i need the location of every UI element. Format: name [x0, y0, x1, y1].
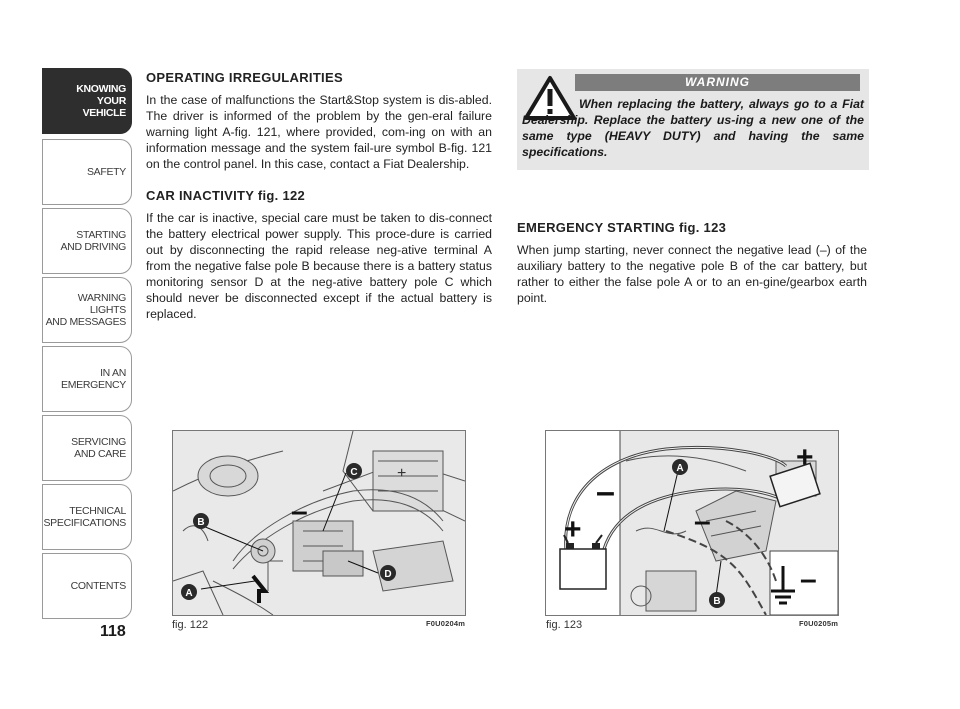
figure-123-jump-starting [545, 430, 839, 616]
minus-symbol-earth: – [800, 563, 817, 596]
section-body-operating-irregularities: In the case of malfunctions the Start&Stop system is dis-abled. The driver is informed of the problem by the gen-eral failure warning light A-fig. 121, where provided, com-ing on with an information message and the system fail-ure symbol B-fig. 121 on the control panel. In this case, contact a Fiat Dealership. [146, 93, 492, 171]
left-column [146, 70, 492, 332]
minus-symbol-top: – [596, 473, 615, 511]
tab-in-an-emergency[interactable]: IN AN EMERGENCY [42, 346, 132, 412]
svg-text:B: B [197, 517, 205, 528]
figure-122-code: F0U0204m [426, 619, 466, 628]
right-column [517, 220, 867, 316]
auxiliary-battery-icon [560, 543, 606, 589]
section-heading-car-inactivity: CAR INACTIVITY fig. 122 [146, 188, 306, 203]
tab-servicing-and-care[interactable]: SERVICING AND CARE [42, 415, 132, 481]
warning-title: WARNING [575, 74, 860, 91]
battery-terminal-illustration [173, 431, 465, 615]
tab-contents[interactable]: CONTENTS [42, 553, 132, 619]
figure-123-caption: fig. 123 [546, 619, 583, 631]
section-heading-emergency-starting: EMERGENCY STARTING fig. 123 [517, 220, 727, 235]
figure-122-battery-terminals [172, 430, 466, 616]
minus-symbol: – [291, 495, 308, 528]
figure-122-caption: fig. 122 [172, 619, 209, 631]
warning-box [517, 69, 869, 170]
jump-start-illustration [546, 431, 838, 615]
section-body-car-inactivity: If the car is inactive, special care must be taken to dis-connect the battery electrical power supply. This proce-dure is carried out by disconnecting the rapid release neg-ative terminal A from the negative false pole B because there is a battery status monitoring sensor D at the neg-ative battery pole C which should never be disconnected except if the actual battery is replaced. [146, 211, 492, 321]
svg-text:C: C [350, 467, 358, 478]
svg-text:B: B [713, 596, 721, 607]
svg-text:D: D [384, 569, 392, 580]
tab-safety[interactable]: SAFETY [42, 139, 132, 205]
plus-symbol-right: + [796, 441, 814, 474]
tab-knowing-your-vehicle[interactable]: KNOWING YOUR VEHICLE [42, 68, 132, 134]
figure-123-code: F0U0205m [799, 619, 839, 628]
callout-a [672, 459, 688, 475]
section-heading-operating-irregularities: OPERATING IRREGULARITIES [146, 70, 343, 85]
plus-symbol: + [397, 465, 407, 482]
svg-text:A: A [676, 463, 684, 474]
warning-text: When replacing the battery, always go to a Fiat Dealership. Replace the battery us-ing a new one of the same type (HEAVY DUTY) and having the same specifications. [522, 97, 864, 159]
callout-a [181, 584, 197, 600]
page-number: 118 [100, 623, 126, 640]
section-body-emergency-starting: When jump starting, never connect the negative lead (–) of the auxiliary battery to the negative pole B of the car battery, but rather to either the false pole A or to an en-gine/gearbox earth point. [517, 243, 867, 305]
tab-technical-specifications[interactable]: TECHNICAL SPECIFICATIONS [42, 484, 132, 550]
svg-text:A: A [185, 588, 193, 599]
callout-b [193, 513, 209, 529]
tab-starting-and-driving[interactable]: STARTING AND DRIVING [42, 208, 132, 274]
tab-warning-lights[interactable]: WARNING LIGHTS AND MESSAGES [42, 277, 132, 343]
callout-b [709, 592, 725, 608]
callout-d [380, 565, 396, 581]
plus-symbol-left: + [564, 513, 582, 546]
callout-c [346, 463, 362, 479]
minus-symbol-engine: – [694, 505, 711, 538]
